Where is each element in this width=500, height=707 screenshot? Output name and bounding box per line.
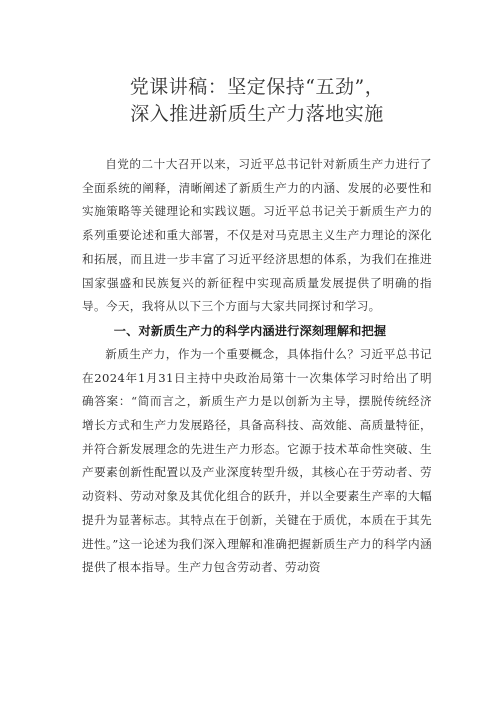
intro-paragraph: 自党的二十大召开以来，习近平总书记针对新质生产力进行了全面系统的阐释，清晰阐述了新质生产力的内涵、发展的必要性和实施策略等关键理论和实践议题。习近平总书记关于新质生产力的系列重要论述和重大部署，不仅是对马克思主义生产力理论的深化和拓展，而且进一步丰富了习近平经济思想的体系，为我们在推进国家强盛和民族复兴的新征程中实现高质量发展提供了明确的指导。今天，我将从以下三个方面与大家共同探讨和学习。 bbox=[82, 157, 432, 314]
title-line-1: 党课讲稿：坚定保持“五劲”， bbox=[129, 76, 385, 98]
section-1-heading: 一、对新质生产力的科学内涵进行深刻理解和把握 bbox=[113, 323, 387, 338]
title-line-2: 深入推进新质生产力落地实施 bbox=[130, 103, 384, 125]
page-title bbox=[82, 74, 432, 128]
section-1-paragraph: 新质生产力，作为一个重要概念，具体指什么？习近平总书记在2024年1月31日主持中央政治局第十一次集体学习时给出了明确答案：“简而言之，新质生产力是以创新为主导，摆脱传统经济增长方式和生产力发展路径，具备高科技、高效能、高质量特征，并符合新发展理念的先进生产力形态。它源于技术革命性突破、生产要素创新性配置以及产业深度转型升级，其核心在于劳动者、劳动资料、劳动对象及其优化组合的跃升，并以全要素生产率的大幅提升为显著标志。其特点在于创新，关键在于质优，本质在于其先进性。”这一论述为我们深入理解和准确把握新质生产力的科学内涵提供了根本指导。生产力包含劳动者、劳动资 bbox=[82, 346, 432, 575]
